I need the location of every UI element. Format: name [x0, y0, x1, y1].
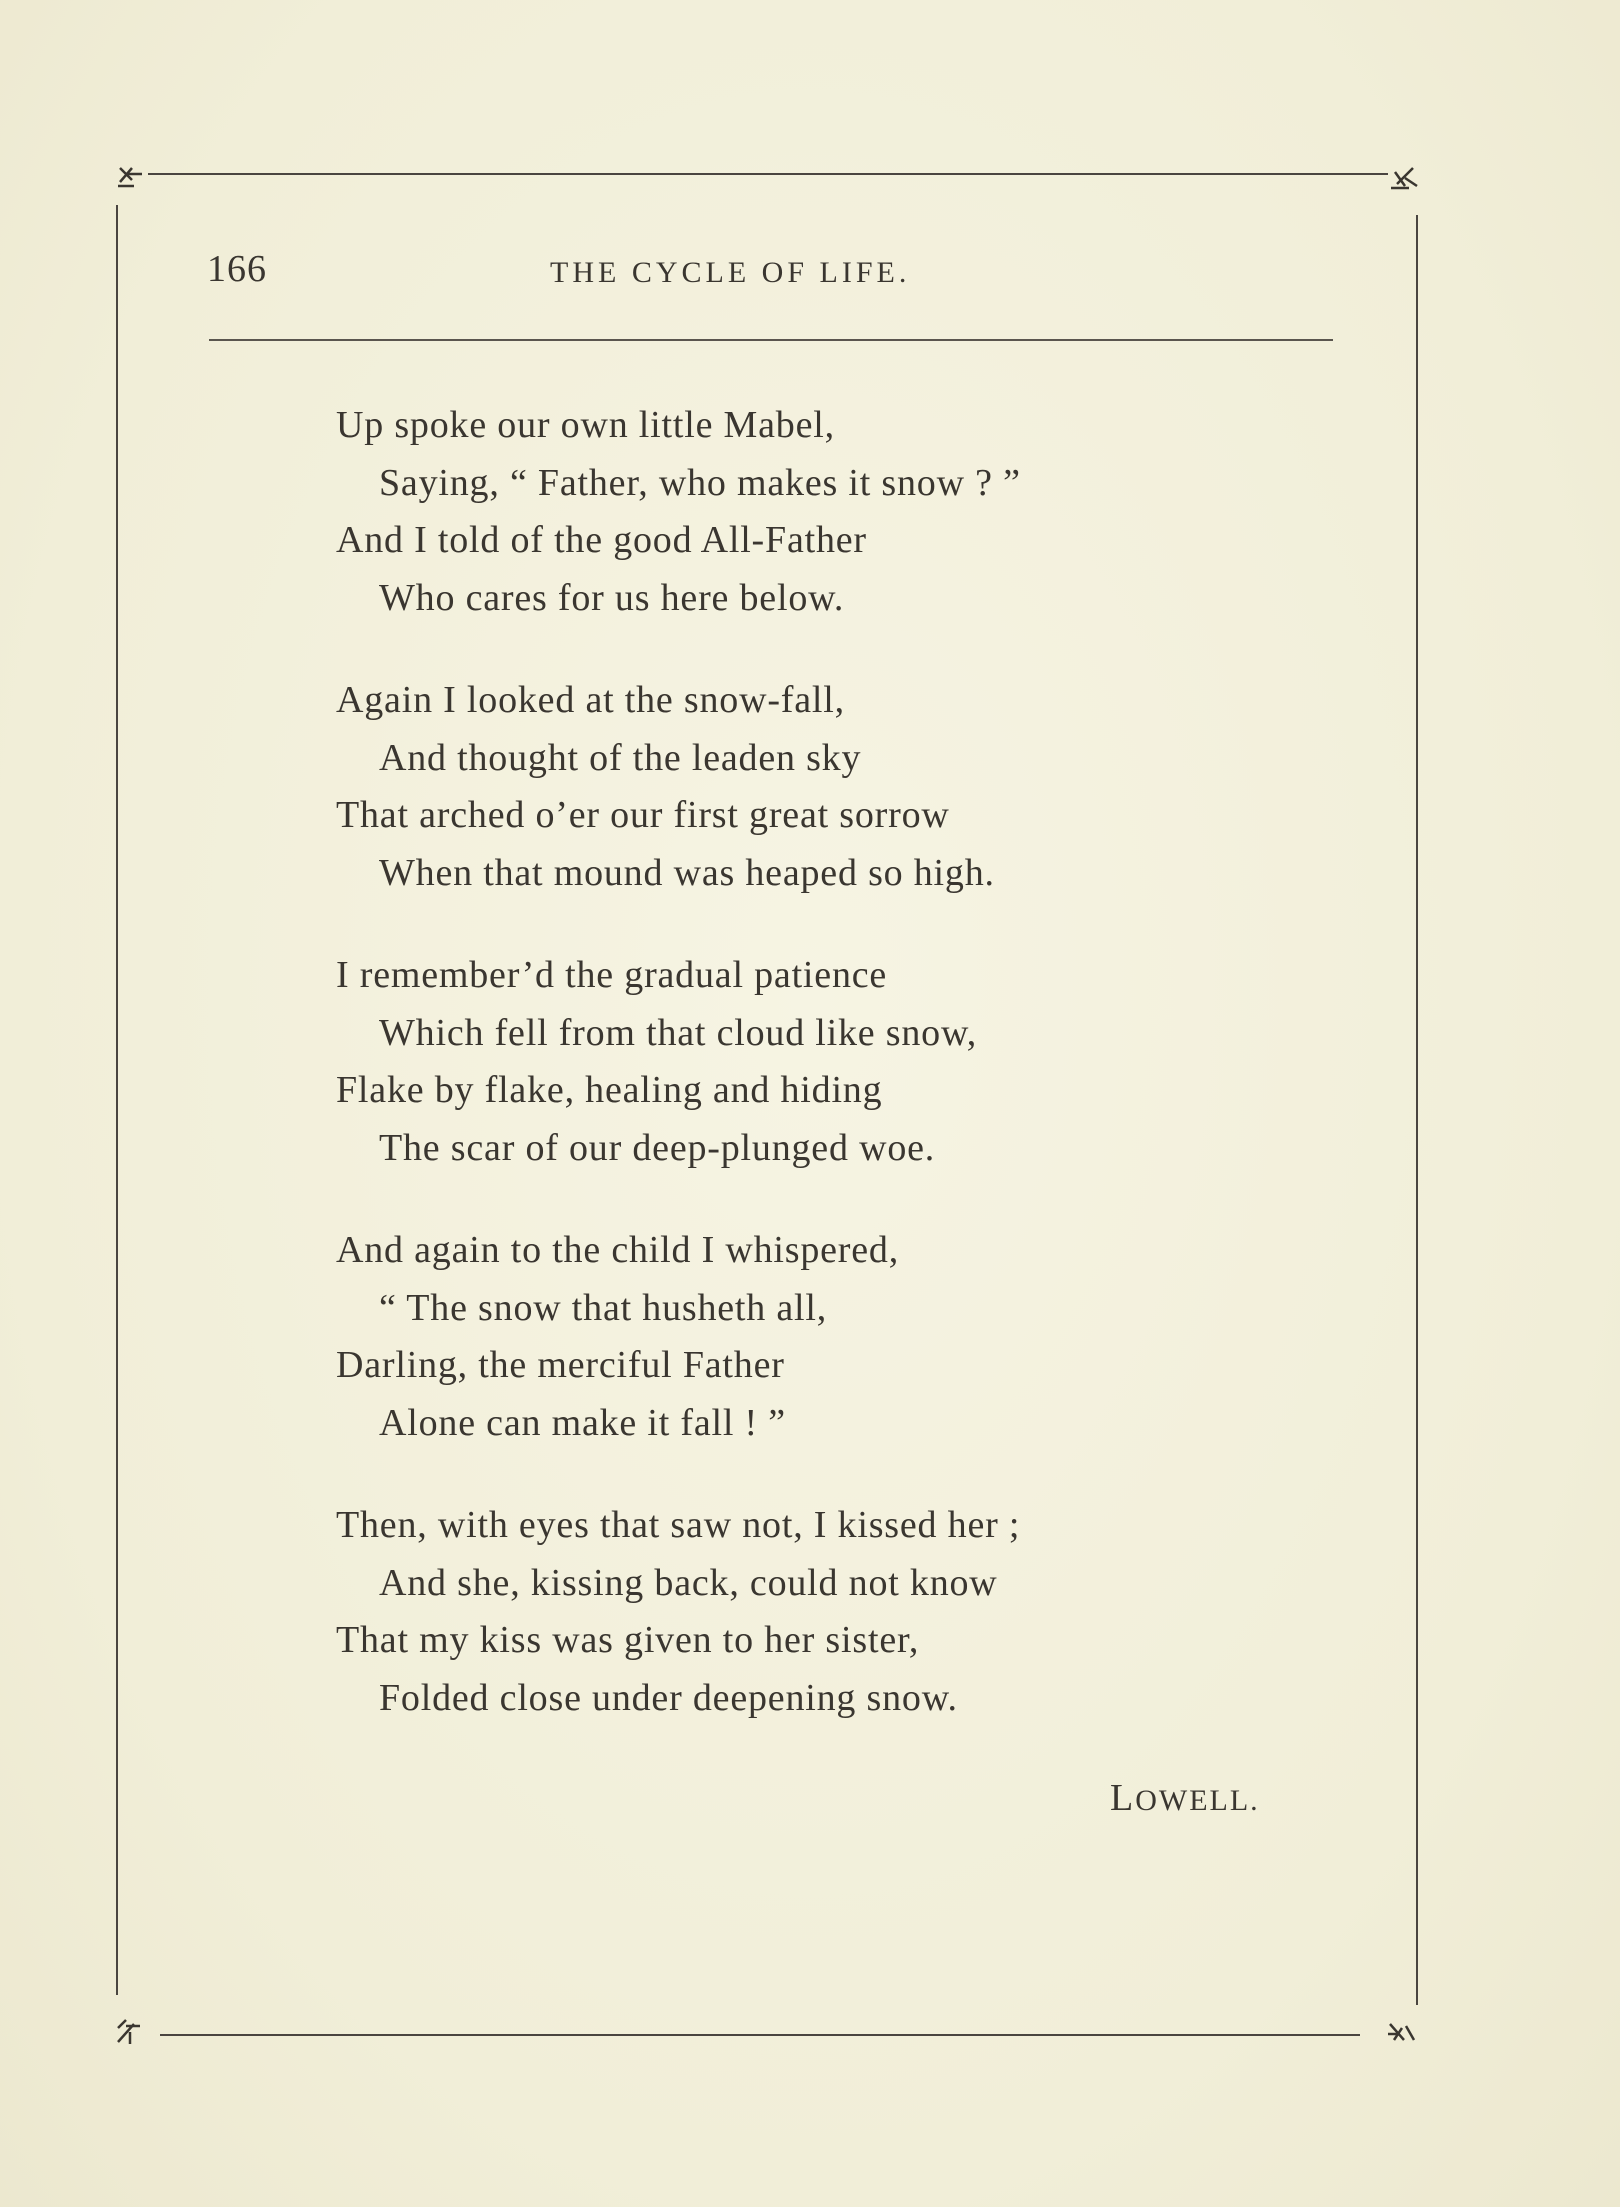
poem-line: Folded close under deepening snow.: [379, 1676, 958, 1719]
running-head: THE CYCLE OF LIFE.: [550, 256, 911, 289]
poem-line: Again I looked at the snow-fall,: [336, 679, 845, 721]
corner-ornament-icon: [110, 2010, 150, 2050]
stanza: [336, 1222, 1336, 1452]
poem: [336, 397, 1336, 1772]
frame-right-rule: [1416, 215, 1418, 2005]
header-rule: [209, 339, 1333, 341]
author-initial: L: [1110, 1777, 1136, 1819]
corner-ornament-icon: [1383, 160, 1423, 200]
poem-line: Flake by flake, healing and hiding: [336, 1069, 883, 1111]
frame-bottom-rule: [160, 2034, 1360, 2036]
author-attribution: [1110, 1776, 1260, 1820]
poem-line: When that mound was heaped so high.: [379, 851, 995, 894]
poem-line: And again to the child I whispered,: [336, 1229, 900, 1271]
corner-ornament-icon: [1380, 2010, 1420, 2050]
stanza: [336, 1497, 1336, 1727]
author-rest: OWELL.: [1135, 1784, 1260, 1817]
poem-line: And I told of the good All-Father: [336, 519, 867, 561]
corner-ornament-icon: [112, 160, 152, 200]
poem-line: Which fell from that cloud like snow,: [379, 1011, 978, 1054]
stanza: [336, 672, 1336, 902]
poem-line: The scar of our deep-plunged woe.: [379, 1126, 936, 1169]
poem-line: Saying, “ Father, who makes it snow ? ”: [379, 461, 1021, 504]
stanza: [336, 397, 1336, 627]
frame-top-rule: [148, 173, 1388, 175]
poem-line: Alone can make it fall ! ”: [379, 1401, 786, 1444]
poem-line: Darling, the merciful Father: [336, 1344, 785, 1386]
poem-line: And she, kissing back, could not know: [379, 1561, 998, 1604]
poem-line: Then, with eyes that saw not, I kissed her ;: [336, 1504, 1021, 1546]
page-number: 166: [207, 248, 267, 290]
poem-line: “ The snow that husheth all,: [379, 1286, 828, 1329]
poem-line: I remember’d the gradual patience: [336, 954, 888, 996]
frame-left-rule: [116, 205, 118, 1995]
poem-line: Up spoke our own little Mabel,: [336, 404, 835, 446]
poem-line: That arched o’er our first great sorrow: [336, 794, 950, 836]
poem-line: Who cares for us here below.: [379, 576, 845, 619]
stanza: [336, 947, 1336, 1177]
poem-line: And thought of the leaden sky: [379, 736, 862, 779]
poem-line: That my kiss was given to her sister,: [336, 1619, 920, 1661]
